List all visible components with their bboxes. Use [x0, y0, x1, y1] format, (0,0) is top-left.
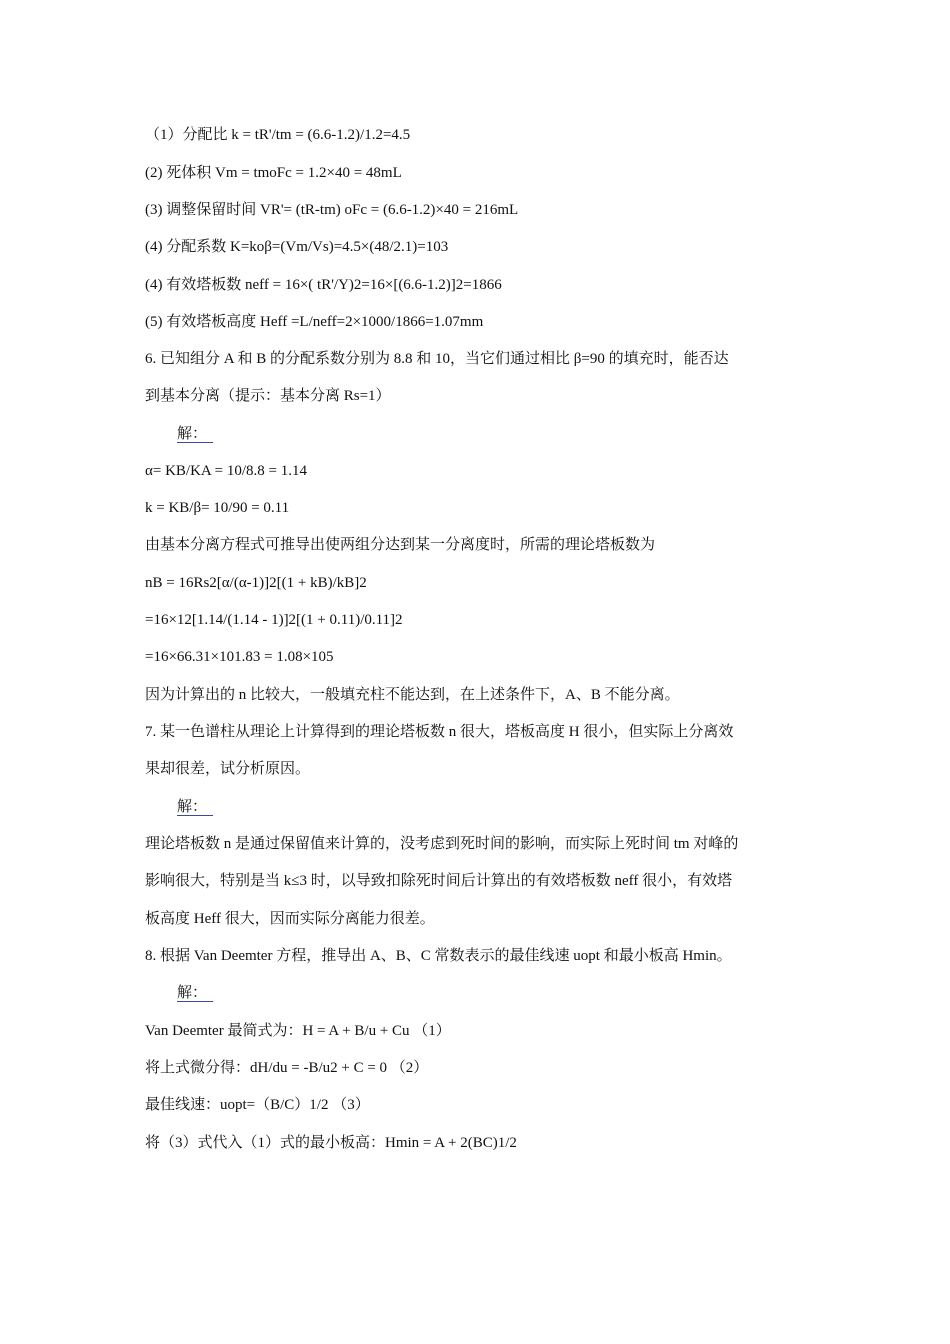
text-line: (4) 有效塔板数 neff = 16×( tR'/Y)2=16×[(6.6-1.2)]2=1866: [145, 277, 502, 293]
text-line: k = KB/β= 10/90 = 0.11: [145, 500, 290, 516]
text-line: nB = 16Rs2[α/(α-1)]2[(1 + kB)/kB]2: [145, 575, 367, 591]
solution-label-text: 解：: [177, 426, 213, 443]
text-line: 将上式微分得：dH/du = -B/u2 + C = 0 （2）: [145, 1060, 429, 1076]
solution-label: [177, 424, 857, 444]
solution-label: [177, 983, 857, 1003]
text-line: (3) 调整保留时间 VR'= (tR-tm) oFc = (6.6-1.2)×40 = 216mL: [145, 202, 519, 218]
question-8-line: 8. 根据 Van Deemter 方程，推导出 A、B、C 常数表示的最佳线速 uopt 和最小板高 Hmin。: [145, 948, 732, 964]
text-line: 因为计算出的 n 比较大，一般填充柱不能达到，在上述条件下，A、B 不能分离。: [145, 687, 680, 703]
question-7-line-1: 7. 某一色谱柱从理论上计算得到的理论塔板数 n 很大，塔板高度 H 很小，但实际上分离效: [145, 724, 734, 740]
text-line: 影响很大，特别是当 k≤3 时，以导致扣除死时间后计算出的有效塔板数 neff 很小，有效塔: [145, 873, 733, 889]
question-6-line-2: 到基本分离（提示：基本分离 Rs=1）: [145, 388, 391, 404]
question-7-line-2: 果却很差，试分析原因。: [145, 761, 311, 777]
text-line: =16×66.31×101.83 = 1.08×105: [145, 649, 334, 665]
text-line: （1）分配比 k = tR'/tm = (6.6-1.2)/1.2=4.5: [145, 127, 411, 143]
text-line: (4) 分配系数 K=koβ=(Vm/Vs)=4.5×(48/2.1)=103: [145, 239, 449, 255]
text-line: α= KB/KA = 10/8.8 = 1.14: [145, 463, 307, 479]
text-line: (5) 有效塔板高度 Heff =L/neff=2×1000/1866=1.07mm: [145, 314, 484, 330]
solution-label: [177, 797, 857, 817]
question-6-line-1: 6. 已知组分 A 和 B 的分配系数分别为 8.8 和 10，当它们通过相比 β=90 的填充时，能否达: [145, 351, 729, 367]
text-line: 理论塔板数 n 是通过保留值来计算的，没考虑到死时间的影响，而实际上死时间 tm 对峰的: [145, 836, 739, 852]
text-line: (2) 死体积 Vm = tmoFc = 1.2×40 = 48mL: [145, 165, 402, 181]
text-line: 板高度 Heff 很大，因而实际分离能力很差。: [145, 911, 435, 927]
text-line: 将（3）式代入（1）式的最小板高：Hmin = A + 2(BC)1/2: [145, 1135, 517, 1151]
text-line: 最佳线速：uopt=（B/C）1/2 （3）: [145, 1097, 370, 1113]
solution-label-text: 解：: [177, 799, 213, 816]
solution-label-text: 解：: [177, 985, 213, 1002]
text-line: =16×12[1.14/(1.14 - 1)]2[(1 + 0.11)/0.11]2: [145, 612, 403, 628]
text-line: 由基本分离方程式可推导出使两组分达到某一分离度时，所需的理论塔板数为: [145, 537, 656, 553]
text-line: Van Deemter 最简式为：H = A + B/u + Cu （1）: [145, 1023, 451, 1039]
